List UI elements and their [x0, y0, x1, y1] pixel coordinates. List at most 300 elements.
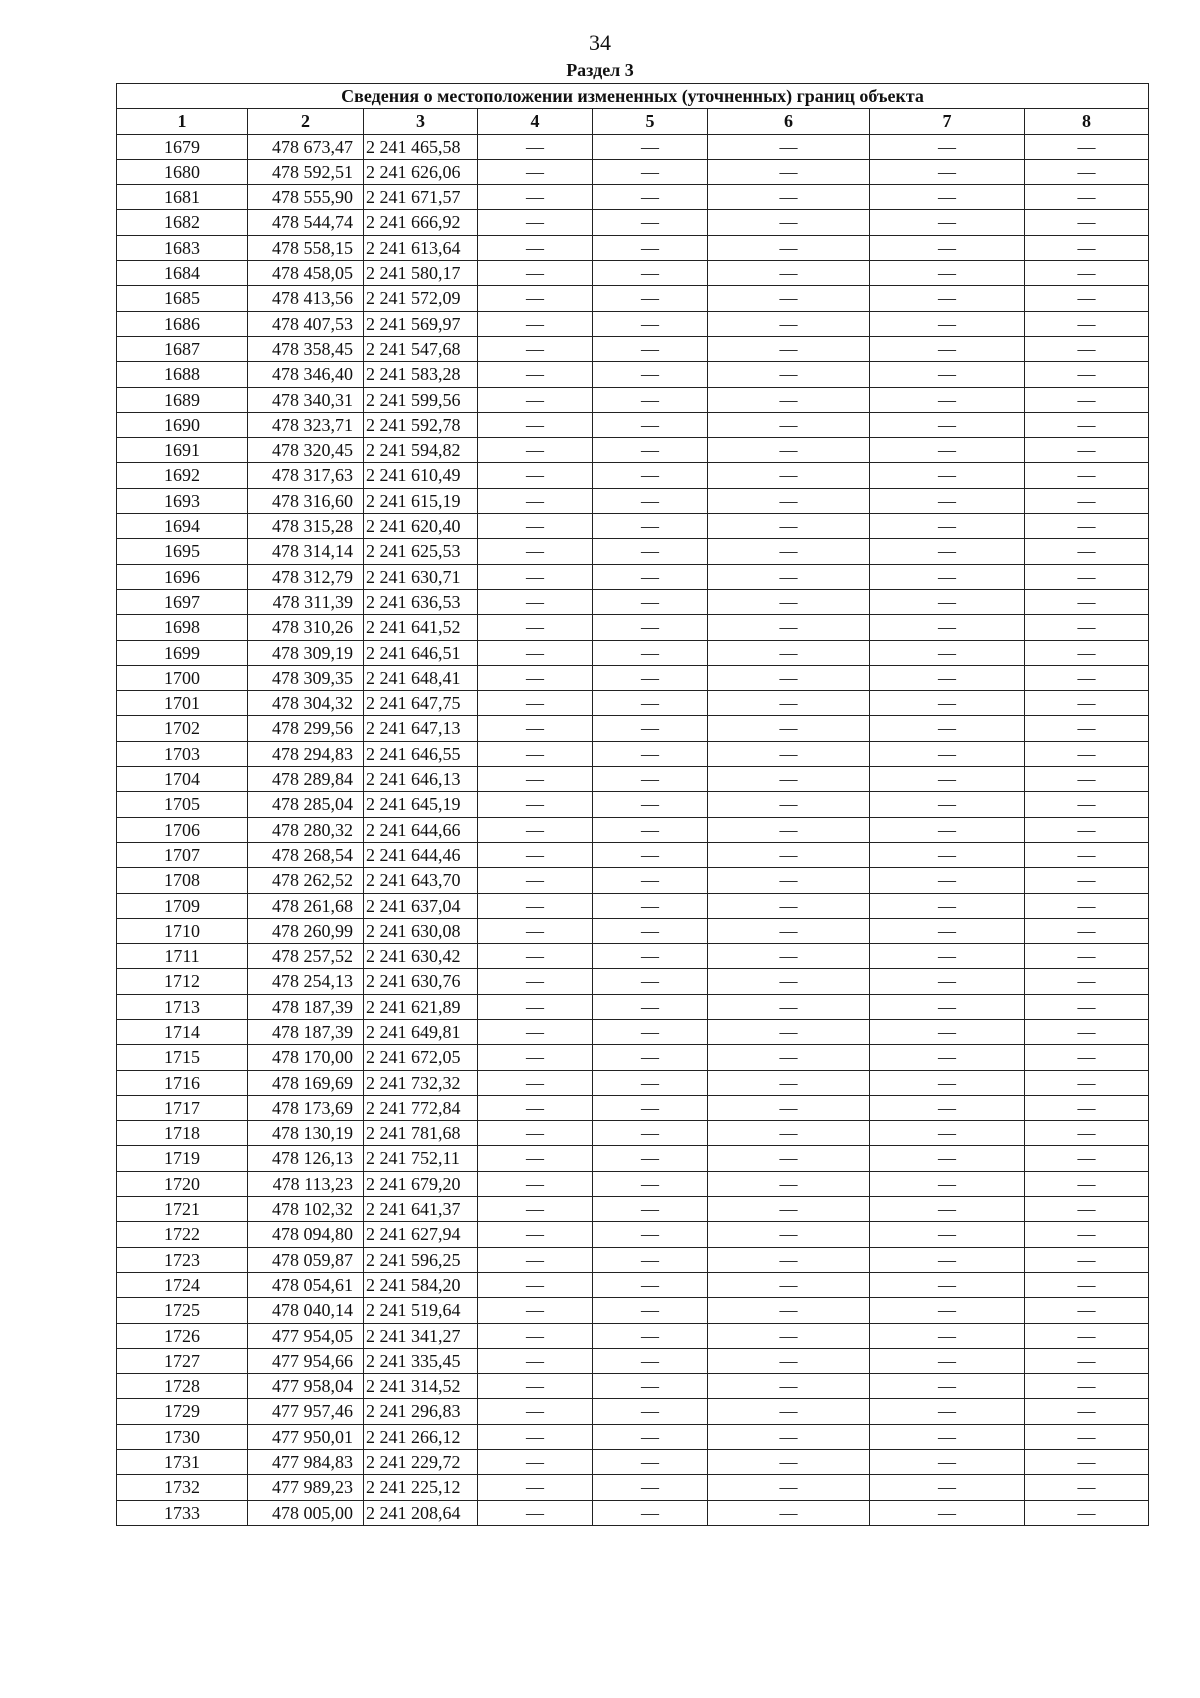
point-number-cell: 1703	[117, 741, 248, 766]
y-coordinate-cell: 2 241 647,75	[364, 691, 478, 716]
dash-mark: —	[938, 971, 956, 992]
empty-value-cell	[1025, 261, 1149, 286]
empty-value-cell	[1025, 1450, 1149, 1475]
dash-mark: —	[938, 946, 956, 967]
empty-value-cell	[593, 1045, 708, 1070]
empty-value-cell	[478, 969, 593, 994]
empty-value-cell	[870, 1045, 1025, 1070]
empty-value-cell	[870, 893, 1025, 918]
dash-mark: —	[779, 1452, 798, 1473]
dash-mark: —	[779, 667, 798, 688]
dash-mark: —	[641, 1426, 659, 1447]
empty-value-cell	[478, 792, 593, 817]
empty-value-cell	[593, 438, 708, 463]
dash-mark: —	[938, 288, 956, 309]
empty-value-cell	[1025, 311, 1149, 336]
empty-value-cell	[870, 792, 1025, 817]
empty-value-cell	[478, 994, 593, 1019]
dash-mark: —	[526, 591, 544, 612]
empty-value-cell	[593, 488, 708, 513]
dash-mark: —	[1077, 1021, 1096, 1042]
table-row	[117, 1399, 1149, 1424]
dash-mark: —	[526, 743, 544, 764]
x-coordinate-cell: 478 040,14	[248, 1298, 364, 1323]
y-coordinate-cell: 2 241 583,28	[364, 362, 478, 387]
empty-value-cell	[708, 286, 870, 311]
dash-mark: —	[1077, 642, 1096, 663]
empty-value-cell	[593, 412, 708, 437]
column-header-1: 1	[117, 109, 248, 134]
dash-mark: —	[1077, 414, 1096, 435]
dash-mark: —	[779, 566, 798, 587]
empty-value-cell	[593, 1121, 708, 1146]
point-number-cell: 1694	[117, 514, 248, 539]
x-coordinate-cell: 478 262,52	[248, 868, 364, 893]
dash-mark: —	[641, 161, 659, 182]
empty-value-cell	[708, 564, 870, 589]
empty-value-cell	[593, 1348, 708, 1373]
point-number-cell: 1728	[117, 1374, 248, 1399]
dash-mark: —	[779, 465, 798, 486]
y-coordinate-cell: 2 241 225,12	[364, 1475, 478, 1500]
dash-mark: —	[938, 617, 956, 638]
dash-mark: —	[526, 971, 544, 992]
empty-value-cell	[870, 1298, 1025, 1323]
empty-value-cell	[1025, 134, 1149, 159]
dash-mark: —	[779, 1047, 798, 1068]
empty-value-cell	[478, 741, 593, 766]
empty-value-cell	[870, 286, 1025, 311]
empty-value-cell	[870, 1146, 1025, 1171]
empty-value-cell	[1025, 1121, 1149, 1146]
x-coordinate-cell: 477 958,04	[248, 1374, 364, 1399]
dash-mark: —	[1077, 1477, 1096, 1498]
empty-value-cell	[708, 1019, 870, 1044]
dash-mark: —	[641, 794, 659, 815]
empty-value-cell	[1025, 640, 1149, 665]
dash-mark: —	[1077, 1401, 1096, 1422]
x-coordinate-cell: 478 309,35	[248, 665, 364, 690]
dash-mark: —	[938, 1477, 956, 1498]
empty-value-cell	[1025, 918, 1149, 943]
y-coordinate-cell: 2 241 627,94	[364, 1222, 478, 1247]
y-coordinate-cell: 2 241 646,55	[364, 741, 478, 766]
dash-mark: —	[779, 1477, 798, 1498]
empty-value-cell	[478, 564, 593, 589]
dash-mark: —	[526, 136, 544, 157]
y-coordinate-cell: 2 241 296,83	[364, 1399, 478, 1424]
dash-mark: —	[1077, 212, 1096, 233]
y-coordinate-cell: 2 241 666,92	[364, 210, 478, 235]
dash-mark: —	[526, 161, 544, 182]
empty-value-cell	[478, 336, 593, 361]
x-coordinate-cell: 478 458,05	[248, 261, 364, 286]
dash-mark: —	[641, 819, 659, 840]
x-coordinate-cell: 478 059,87	[248, 1247, 364, 1272]
empty-value-cell	[1025, 336, 1149, 361]
dash-mark: —	[779, 414, 798, 435]
point-number-cell: 1725	[117, 1298, 248, 1323]
dash-mark: —	[526, 1097, 544, 1118]
x-coordinate-cell: 478 555,90	[248, 185, 364, 210]
empty-value-cell	[870, 944, 1025, 969]
dash-mark: —	[641, 389, 659, 410]
table-row	[117, 1424, 1149, 1449]
x-coordinate-cell: 478 558,15	[248, 235, 364, 260]
x-coordinate-cell: 478 673,47	[248, 134, 364, 159]
dash-mark: —	[1077, 1274, 1096, 1295]
dash-mark: —	[526, 844, 544, 865]
dash-mark: —	[779, 1502, 798, 1523]
dash-mark: —	[641, 1148, 659, 1169]
x-coordinate-cell: 478 102,32	[248, 1197, 364, 1222]
dash-mark: —	[779, 364, 798, 385]
empty-value-cell	[593, 463, 708, 488]
empty-value-cell	[708, 994, 870, 1019]
empty-value-cell	[708, 539, 870, 564]
empty-value-cell	[870, 1222, 1025, 1247]
dash-mark: —	[779, 870, 798, 891]
dash-mark: —	[526, 895, 544, 916]
empty-value-cell	[478, 1298, 593, 1323]
empty-value-cell	[593, 1374, 708, 1399]
point-number-cell: 1705	[117, 792, 248, 817]
dash-mark: —	[779, 946, 798, 967]
point-number-cell: 1733	[117, 1500, 248, 1525]
empty-value-cell	[478, 539, 593, 564]
dash-mark: —	[779, 769, 798, 790]
dash-mark: —	[526, 1148, 544, 1169]
y-coordinate-cell: 2 241 621,89	[364, 994, 478, 1019]
empty-value-cell	[1025, 1247, 1149, 1272]
empty-value-cell	[478, 893, 593, 918]
dash-mark: —	[526, 1072, 544, 1093]
empty-value-cell	[708, 210, 870, 235]
table-row	[117, 1197, 1149, 1222]
dash-mark: —	[641, 566, 659, 587]
empty-value-cell	[708, 741, 870, 766]
empty-value-cell	[593, 893, 708, 918]
table-row	[117, 261, 1149, 286]
dash-mark: —	[779, 212, 798, 233]
y-coordinate-cell: 2 241 229,72	[364, 1450, 478, 1475]
x-coordinate-cell: 478 323,71	[248, 412, 364, 437]
x-coordinate-cell: 478 544,74	[248, 210, 364, 235]
empty-value-cell	[870, 1197, 1025, 1222]
x-coordinate-cell: 478 280,32	[248, 817, 364, 842]
empty-value-cell	[1025, 387, 1149, 412]
dash-mark: —	[641, 920, 659, 941]
empty-value-cell	[593, 387, 708, 412]
point-number-cell: 1693	[117, 488, 248, 513]
empty-value-cell	[708, 438, 870, 463]
dash-mark: —	[938, 1300, 956, 1321]
empty-value-cell	[478, 1500, 593, 1525]
empty-value-cell	[478, 1272, 593, 1297]
point-number-cell: 1717	[117, 1095, 248, 1120]
empty-value-cell	[478, 1146, 593, 1171]
dash-mark: —	[1077, 1426, 1096, 1447]
empty-value-cell	[478, 640, 593, 665]
table-row	[117, 1171, 1149, 1196]
empty-value-cell	[593, 1323, 708, 1348]
empty-value-cell	[708, 1171, 870, 1196]
empty-value-cell	[593, 716, 708, 741]
empty-value-cell	[708, 134, 870, 159]
dash-mark: —	[938, 541, 956, 562]
y-coordinate-cell: 2 241 584,20	[364, 1272, 478, 1297]
dash-mark: —	[526, 1325, 544, 1346]
empty-value-cell	[1025, 1095, 1149, 1120]
empty-value-cell	[478, 589, 593, 614]
x-coordinate-cell: 478 346,40	[248, 362, 364, 387]
empty-value-cell	[478, 1450, 593, 1475]
empty-value-cell	[593, 1399, 708, 1424]
y-coordinate-cell: 2 241 569,97	[364, 311, 478, 336]
empty-value-cell	[1025, 1500, 1149, 1525]
x-coordinate-cell: 478 285,04	[248, 792, 364, 817]
dash-mark: —	[526, 1426, 544, 1447]
column-header-3: 3	[364, 109, 478, 134]
dash-mark: —	[938, 769, 956, 790]
empty-value-cell	[1025, 767, 1149, 792]
dash-mark: —	[779, 1426, 798, 1447]
dash-mark: —	[779, 389, 798, 410]
y-coordinate-cell: 2 241 547,68	[364, 336, 478, 361]
empty-value-cell	[870, 514, 1025, 539]
empty-value-cell	[593, 1272, 708, 1297]
x-coordinate-cell: 477 954,05	[248, 1323, 364, 1348]
dash-mark: —	[1077, 1452, 1096, 1473]
dash-mark: —	[641, 136, 659, 157]
dash-mark: —	[938, 1452, 956, 1473]
dash-mark: —	[1077, 1097, 1096, 1118]
empty-value-cell	[870, 1171, 1025, 1196]
dash-mark: —	[1077, 1123, 1096, 1144]
empty-value-cell	[478, 1197, 593, 1222]
empty-value-cell	[870, 412, 1025, 437]
x-coordinate-cell: 478 316,60	[248, 488, 364, 513]
dash-mark: —	[938, 161, 956, 182]
dash-mark: —	[526, 1199, 544, 1220]
empty-value-cell	[593, 564, 708, 589]
table-row	[117, 185, 1149, 210]
dash-mark: —	[526, 237, 544, 258]
dash-mark: —	[938, 1325, 956, 1346]
dash-mark: —	[1077, 1148, 1096, 1169]
point-number-cell: 1682	[117, 210, 248, 235]
dash-mark: —	[938, 263, 956, 284]
table-row	[117, 944, 1149, 969]
empty-value-cell	[478, 817, 593, 842]
y-coordinate-cell: 2 241 671,57	[364, 185, 478, 210]
dash-mark: —	[1077, 338, 1096, 359]
dash-mark: —	[641, 1047, 659, 1068]
empty-value-cell	[593, 539, 708, 564]
dash-mark: —	[1077, 288, 1096, 309]
empty-value-cell	[593, 362, 708, 387]
dash-mark: —	[1077, 1199, 1096, 1220]
dash-mark: —	[526, 946, 544, 967]
dash-mark: —	[779, 1274, 798, 1295]
empty-value-cell	[708, 1475, 870, 1500]
empty-value-cell	[708, 1070, 870, 1095]
dash-mark: —	[779, 718, 798, 739]
empty-value-cell	[1025, 589, 1149, 614]
dash-mark: —	[938, 1097, 956, 1118]
empty-value-cell	[708, 514, 870, 539]
dash-mark: —	[1077, 1300, 1096, 1321]
dash-mark: —	[1077, 1224, 1096, 1245]
empty-value-cell	[870, 1070, 1025, 1095]
x-coordinate-cell: 478 170,00	[248, 1045, 364, 1070]
dash-mark: —	[938, 794, 956, 815]
dash-mark: —	[641, 338, 659, 359]
table-row	[117, 918, 1149, 943]
empty-value-cell	[1025, 539, 1149, 564]
point-number-cell: 1700	[117, 665, 248, 690]
empty-value-cell	[1025, 792, 1149, 817]
x-coordinate-cell: 478 187,39	[248, 994, 364, 1019]
dash-mark: —	[526, 870, 544, 891]
table-row	[117, 159, 1149, 184]
empty-value-cell	[870, 741, 1025, 766]
empty-value-cell	[478, 1247, 593, 1272]
empty-value-cell	[708, 362, 870, 387]
point-number-cell: 1720	[117, 1171, 248, 1196]
dash-mark: —	[779, 996, 798, 1017]
empty-value-cell	[478, 311, 593, 336]
empty-value-cell	[870, 842, 1025, 867]
empty-value-cell	[593, 767, 708, 792]
empty-value-cell	[593, 994, 708, 1019]
y-coordinate-cell: 2 241 636,53	[364, 589, 478, 614]
dash-mark: —	[526, 566, 544, 587]
dash-mark: —	[938, 1401, 956, 1422]
empty-value-cell	[708, 1424, 870, 1449]
point-number-cell: 1716	[117, 1070, 248, 1095]
dash-mark: —	[779, 1148, 798, 1169]
empty-value-cell	[1025, 1399, 1149, 1424]
dash-mark: —	[641, 440, 659, 461]
x-coordinate-cell: 478 311,39	[248, 589, 364, 614]
empty-value-cell	[593, 1171, 708, 1196]
empty-value-cell	[478, 514, 593, 539]
empty-value-cell	[593, 589, 708, 614]
table-row	[117, 640, 1149, 665]
dash-mark: —	[779, 313, 798, 334]
dash-mark: —	[1077, 617, 1096, 638]
empty-value-cell	[478, 159, 593, 184]
empty-value-cell	[708, 261, 870, 286]
empty-value-cell	[708, 1095, 870, 1120]
point-number-cell: 1727	[117, 1348, 248, 1373]
dash-mark: —	[938, 1148, 956, 1169]
dash-mark: —	[938, 895, 956, 916]
point-number-cell: 1701	[117, 691, 248, 716]
empty-value-cell	[1025, 1070, 1149, 1095]
dash-mark: —	[1077, 844, 1096, 865]
point-number-cell: 1697	[117, 589, 248, 614]
y-coordinate-cell: 2 241 772,84	[364, 1095, 478, 1120]
empty-value-cell	[593, 1019, 708, 1044]
table-row	[117, 741, 1149, 766]
y-coordinate-cell: 2 241 643,70	[364, 868, 478, 893]
empty-value-cell	[593, 261, 708, 286]
y-coordinate-cell: 2 241 637,04	[364, 893, 478, 918]
x-coordinate-cell: 478 289,84	[248, 767, 364, 792]
x-coordinate-cell: 478 187,39	[248, 1019, 364, 1044]
table-row	[117, 1222, 1149, 1247]
dash-mark: —	[779, 1300, 798, 1321]
x-coordinate-cell: 478 320,45	[248, 438, 364, 463]
empty-value-cell	[1025, 665, 1149, 690]
dash-mark: —	[938, 1047, 956, 1068]
point-number-cell: 1680	[117, 159, 248, 184]
dash-mark: —	[779, 490, 798, 511]
empty-value-cell	[1025, 1171, 1149, 1196]
table-row	[117, 1323, 1149, 1348]
dash-mark: —	[938, 1021, 956, 1042]
empty-value-cell	[478, 362, 593, 387]
empty-value-cell	[708, 412, 870, 437]
dash-mark: —	[938, 364, 956, 385]
point-number-cell: 1688	[117, 362, 248, 387]
empty-value-cell	[1025, 944, 1149, 969]
empty-value-cell	[593, 235, 708, 260]
table-row	[117, 994, 1149, 1019]
dash-mark: —	[938, 1502, 956, 1523]
dash-mark: —	[938, 1199, 956, 1220]
empty-value-cell	[593, 1146, 708, 1171]
x-coordinate-cell: 478 299,56	[248, 716, 364, 741]
empty-value-cell	[593, 842, 708, 867]
dash-mark: —	[1077, 465, 1096, 486]
point-number-cell: 1711	[117, 944, 248, 969]
dash-mark: —	[1077, 364, 1096, 385]
dash-mark: —	[526, 313, 544, 334]
empty-value-cell	[708, 1121, 870, 1146]
dash-mark: —	[1077, 136, 1096, 157]
empty-value-cell	[1025, 1222, 1149, 1247]
dash-mark: —	[641, 870, 659, 891]
empty-value-cell	[1025, 893, 1149, 918]
point-number-cell: 1699	[117, 640, 248, 665]
empty-value-cell	[708, 1247, 870, 1272]
dash-mark: —	[938, 440, 956, 461]
table-row	[117, 716, 1149, 741]
dash-mark: —	[526, 1350, 544, 1371]
table-row	[117, 463, 1149, 488]
empty-value-cell	[478, 1399, 593, 1424]
point-number-cell: 1723	[117, 1247, 248, 1272]
dash-mark: —	[526, 288, 544, 309]
empty-value-cell	[478, 691, 593, 716]
dash-mark: —	[1077, 237, 1096, 258]
dash-mark: —	[641, 667, 659, 688]
empty-value-cell	[593, 1222, 708, 1247]
y-coordinate-cell: 2 241 645,19	[364, 792, 478, 817]
table-row	[117, 817, 1149, 842]
point-number-cell: 1702	[117, 716, 248, 741]
empty-value-cell	[593, 640, 708, 665]
empty-value-cell	[593, 665, 708, 690]
dash-mark: —	[938, 1123, 956, 1144]
dash-mark: —	[641, 465, 659, 486]
empty-value-cell	[478, 918, 593, 943]
empty-value-cell	[1025, 1348, 1149, 1373]
empty-value-cell	[870, 362, 1025, 387]
